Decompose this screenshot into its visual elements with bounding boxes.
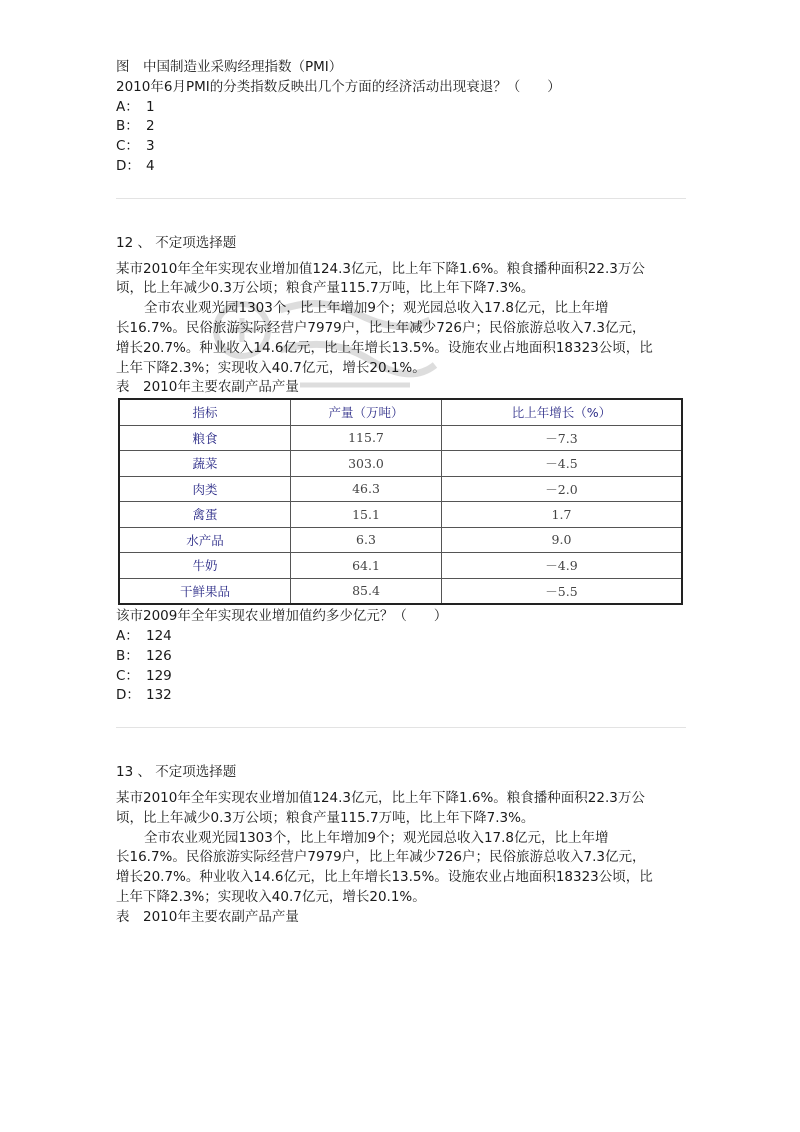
- passage-line: 增长20.7%。种业收入14.6亿元，比上年增长13.5%。设施农业占地面积18323公顷，比: [116, 869, 653, 886]
- passage-line: 增长20.7%。种业收入14.6亿元，比上年增长13.5%。设施农业占地面积18323公顷，比: [116, 339, 653, 356]
- passage-line: 顷，比上年减少0.3万公顷；粮食产量115.7万吨，比上年下降7.3%。: [116, 280, 535, 297]
- passage-line: 上年下降2.3%；实现收入40.7亿元，增长20.1%。: [116, 359, 426, 376]
- passage-line: 某市2010年全年实现农业增加值124.3亿元，比上年下降1.6%。粮食播种面积22.3万公: [116, 260, 645, 277]
- column-header: 产量（万吨）: [291, 399, 442, 425]
- table-cell: －4.9: [442, 553, 683, 579]
- option-c[interactable]: [116, 137, 686, 157]
- table-row: [119, 451, 682, 477]
- question-text: 2010年6月PMI的分类指数反映出几个方面的经济活动出现衰退？（ ）: [116, 78, 561, 95]
- option-d[interactable]: [116, 686, 686, 706]
- passage-line: 长16.7%。民俗旅游实际经营户7979户，比上年减少726户；民俗旅游总收入7.3亿元，: [116, 319, 646, 336]
- table-row: [119, 502, 682, 528]
- table-cell: 禽蛋: [119, 502, 291, 528]
- option-a[interactable]: [116, 98, 686, 118]
- option-list: [116, 98, 686, 177]
- option-value: 129: [146, 667, 172, 684]
- option-value: 2: [146, 118, 155, 135]
- document-page: [116, 58, 686, 928]
- option-key: C：: [116, 138, 139, 155]
- column-header: 指标: [119, 399, 291, 425]
- question-header: 13 、 不定项选择题: [116, 764, 237, 781]
- table-cell: －5.5: [442, 578, 683, 604]
- option-value: 1: [146, 98, 155, 115]
- question-text: 该市2009年全年实现农业增加值约多少亿元？（ ）: [116, 608, 448, 625]
- option-value: 124: [146, 627, 172, 644]
- passage-line: 某市2010年全年实现农业增加值124.3亿元，比上年下降1.6%。粮食播种面积22.3万公: [116, 789, 645, 806]
- table-cell: 1.7: [442, 502, 683, 528]
- option-key: D：: [116, 157, 140, 174]
- option-b[interactable]: [116, 647, 686, 667]
- table-cell: 干鲜果品: [119, 578, 291, 604]
- option-value: 3: [146, 138, 155, 155]
- passage-line: 上年下降2.3%；实现收入40.7亿元，增长20.1%。: [116, 888, 426, 905]
- option-list: [116, 627, 686, 706]
- option-value: 126: [146, 647, 172, 664]
- table-row: [119, 527, 682, 553]
- passage-line: 顷，比上年减少0.3万公顷；粮食产量115.7万吨，比上年下降7.3%。: [116, 809, 535, 826]
- option-key: D：: [116, 687, 140, 704]
- table-row: [119, 553, 682, 579]
- option-key: B：: [116, 118, 139, 135]
- passage-line: 全市农业观光园1303个，比上年增加9个；观光园总收入17.8亿元，比上年增: [144, 300, 609, 317]
- table-caption: 表 2010年主要农副产品产量: [116, 908, 299, 925]
- table-cell: 46.3: [291, 476, 442, 502]
- option-c[interactable]: [116, 667, 686, 687]
- option-d[interactable]: [116, 157, 686, 177]
- table-cell: 粮食: [119, 425, 291, 451]
- table-row: [119, 476, 682, 502]
- table-header-row: [119, 399, 682, 425]
- table-cell: －2.0: [442, 476, 683, 502]
- option-a[interactable]: [116, 627, 686, 647]
- option-value: 132: [146, 687, 172, 704]
- passage: [116, 789, 686, 908]
- table-cell: 85.4: [291, 578, 442, 604]
- option-key: C：: [116, 667, 139, 684]
- data-table: [118, 398, 683, 605]
- option-key: A：: [116, 627, 139, 644]
- option-b[interactable]: [116, 117, 686, 137]
- passage-line: 全市农业观光园1303个，比上年增加9个；观光园总收入17.8亿元，比上年增: [144, 829, 609, 846]
- option-key: B：: [116, 647, 139, 664]
- table-cell: 9.0: [442, 527, 683, 553]
- option-key: A：: [116, 98, 139, 115]
- column-header: 比上年增长（%）: [442, 399, 683, 425]
- table-cell: 115.7: [291, 425, 442, 451]
- table-cell: 64.1: [291, 553, 442, 579]
- table-row: [119, 578, 682, 604]
- table-row: [119, 425, 682, 451]
- table-cell: －7.3: [442, 425, 683, 451]
- passage-line: 长16.7%。民俗旅游实际经营户7979户，比上年减少726户；民俗旅游总收入7.3亿元，: [116, 849, 646, 866]
- table-cell: 水产品: [119, 527, 291, 553]
- figure-caption: 图 中国制造业采购经理指数（PMI）: [116, 59, 343, 75]
- table-cell: 牛奶: [119, 553, 291, 579]
- table-cell: 6.3: [291, 527, 442, 553]
- option-value: 4: [146, 157, 155, 174]
- table-caption: 表 2010年主要农副产品产量: [116, 379, 299, 396]
- table-cell: 肉类: [119, 476, 291, 502]
- table-cell: 303.0: [291, 451, 442, 477]
- question-header: 12 、 不定项选择题: [116, 234, 237, 251]
- table-cell: －4.5: [442, 451, 683, 477]
- table-cell: 15.1: [291, 502, 442, 528]
- table-cell: 蔬菜: [119, 451, 291, 477]
- passage: [116, 260, 686, 379]
